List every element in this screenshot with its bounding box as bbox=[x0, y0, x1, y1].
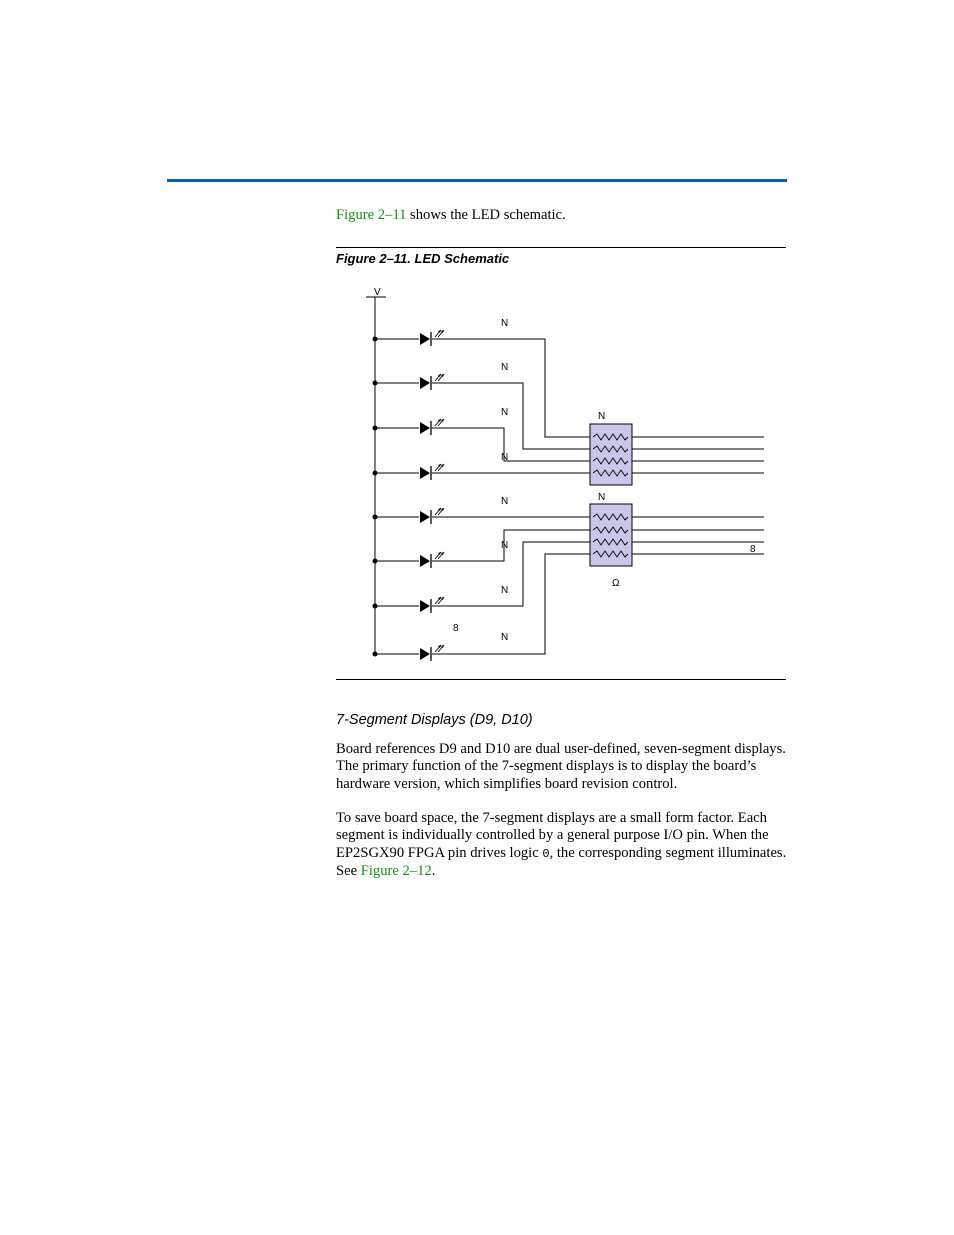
paragraph-2-text: . bbox=[431, 862, 436, 879]
led-row bbox=[373, 318, 591, 437]
vcc-label: V bbox=[374, 287, 381, 298]
net-label: N bbox=[501, 452, 509, 463]
net-label: N bbox=[598, 411, 606, 422]
net-label: N bbox=[501, 407, 509, 418]
led-row bbox=[373, 554, 591, 661]
led-row bbox=[373, 407, 591, 461]
net-label: N bbox=[501, 362, 509, 373]
net-label: N bbox=[501, 540, 509, 551]
figure-caption: Figure 2–11. LED Schematic bbox=[336, 251, 510, 266]
paragraph-2-text: To save board space, the 7-segment displays are a small form factor. Each segment is individually controlled by a general purpose I/O pin. When the EP2SGX90 FPGA pin drives logic bbox=[336, 810, 769, 861]
resistor-pack-bottom bbox=[590, 492, 764, 589]
net-label: N bbox=[598, 492, 606, 503]
count-label-right: 8 bbox=[750, 544, 756, 555]
intro-text: shows the LED schematic. bbox=[406, 207, 566, 223]
paragraph-1: Board references D9 and D10 are dual user-defined, seven-segment displays. The primary function of the 7-segment displays is to display the board’s hardware version, which simplifies board revision control. bbox=[336, 741, 786, 792]
resistor-pack-top bbox=[590, 411, 764, 485]
figure-link[interactable]: Figure 2–11 bbox=[336, 207, 407, 223]
paragraph-2-text: , the corresponding segment illuminates. See bbox=[336, 844, 787, 879]
logic-code: 0 bbox=[542, 846, 550, 861]
figure-bottom-rule bbox=[336, 679, 786, 680]
net-label: N bbox=[501, 632, 509, 643]
led-row bbox=[373, 530, 591, 568]
ohm-label: Ω bbox=[612, 578, 620, 589]
net-label: N bbox=[501, 496, 509, 507]
led-row bbox=[373, 452, 591, 480]
count-label-left: 8 bbox=[453, 623, 459, 634]
paragraph-2 bbox=[336, 810, 788, 880]
led-row bbox=[373, 362, 591, 449]
section-heading: 7-Segment Displays (D9, D10) bbox=[336, 712, 533, 728]
led-row bbox=[373, 542, 591, 613]
led-row bbox=[373, 496, 591, 524]
net-label: N bbox=[501, 585, 509, 596]
figure-link[interactable]: Figure 2–12 bbox=[360, 862, 432, 879]
net-label: N bbox=[501, 318, 509, 329]
